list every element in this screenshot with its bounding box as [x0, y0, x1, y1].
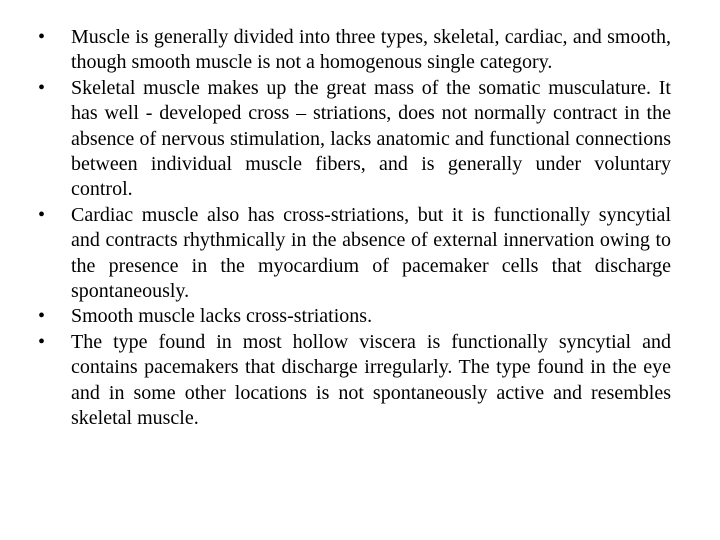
bullet-dot-icon: • — [38, 330, 46, 353]
bullet-item — [38, 76, 671, 203]
bullet-item — [38, 203, 671, 305]
bullet-text: Cardiac muscle also has cross-striations, but it is functionally syncytial and contracts rhythmically in the absence of external innervation owing to the presence in the myocardium of pacemaker cells that discharge spontaneously. — [71, 203, 671, 303]
bullet-item — [38, 304, 671, 329]
bullet-item — [38, 25, 671, 76]
bullet-dot-icon: • — [38, 305, 46, 328]
bullet-item — [38, 330, 671, 432]
bullet-dot-icon: • — [38, 26, 46, 48]
bullet-text: Muscle is generally divided into three types, skeletal, cardiac, and smooth, though smooth muscle is not a homogenous single category. — [71, 26, 671, 74]
bullet-list — [38, 25, 671, 432]
bullet-text: Skeletal muscle makes up the great mass of the somatic musculature. It has well - developed cross – striations, does not normally contract in the absence of nervous stimulation, lacks anatomic and functional connections between individual muscle fibers, and is generally under voluntary control. — [71, 76, 671, 201]
bullet-text: The type found in most hollow viscera is functionally syncytial and contains pacemakers that discharge irregularly. The type found in the eye and in some other locations is not spontaneously active and resembles skeletal muscle. — [71, 330, 671, 430]
bullet-dot-icon: • — [38, 203, 46, 226]
bullet-dot-icon: • — [38, 76, 46, 99]
bullet-text: Smooth muscle lacks cross-striations. — [71, 305, 373, 328]
